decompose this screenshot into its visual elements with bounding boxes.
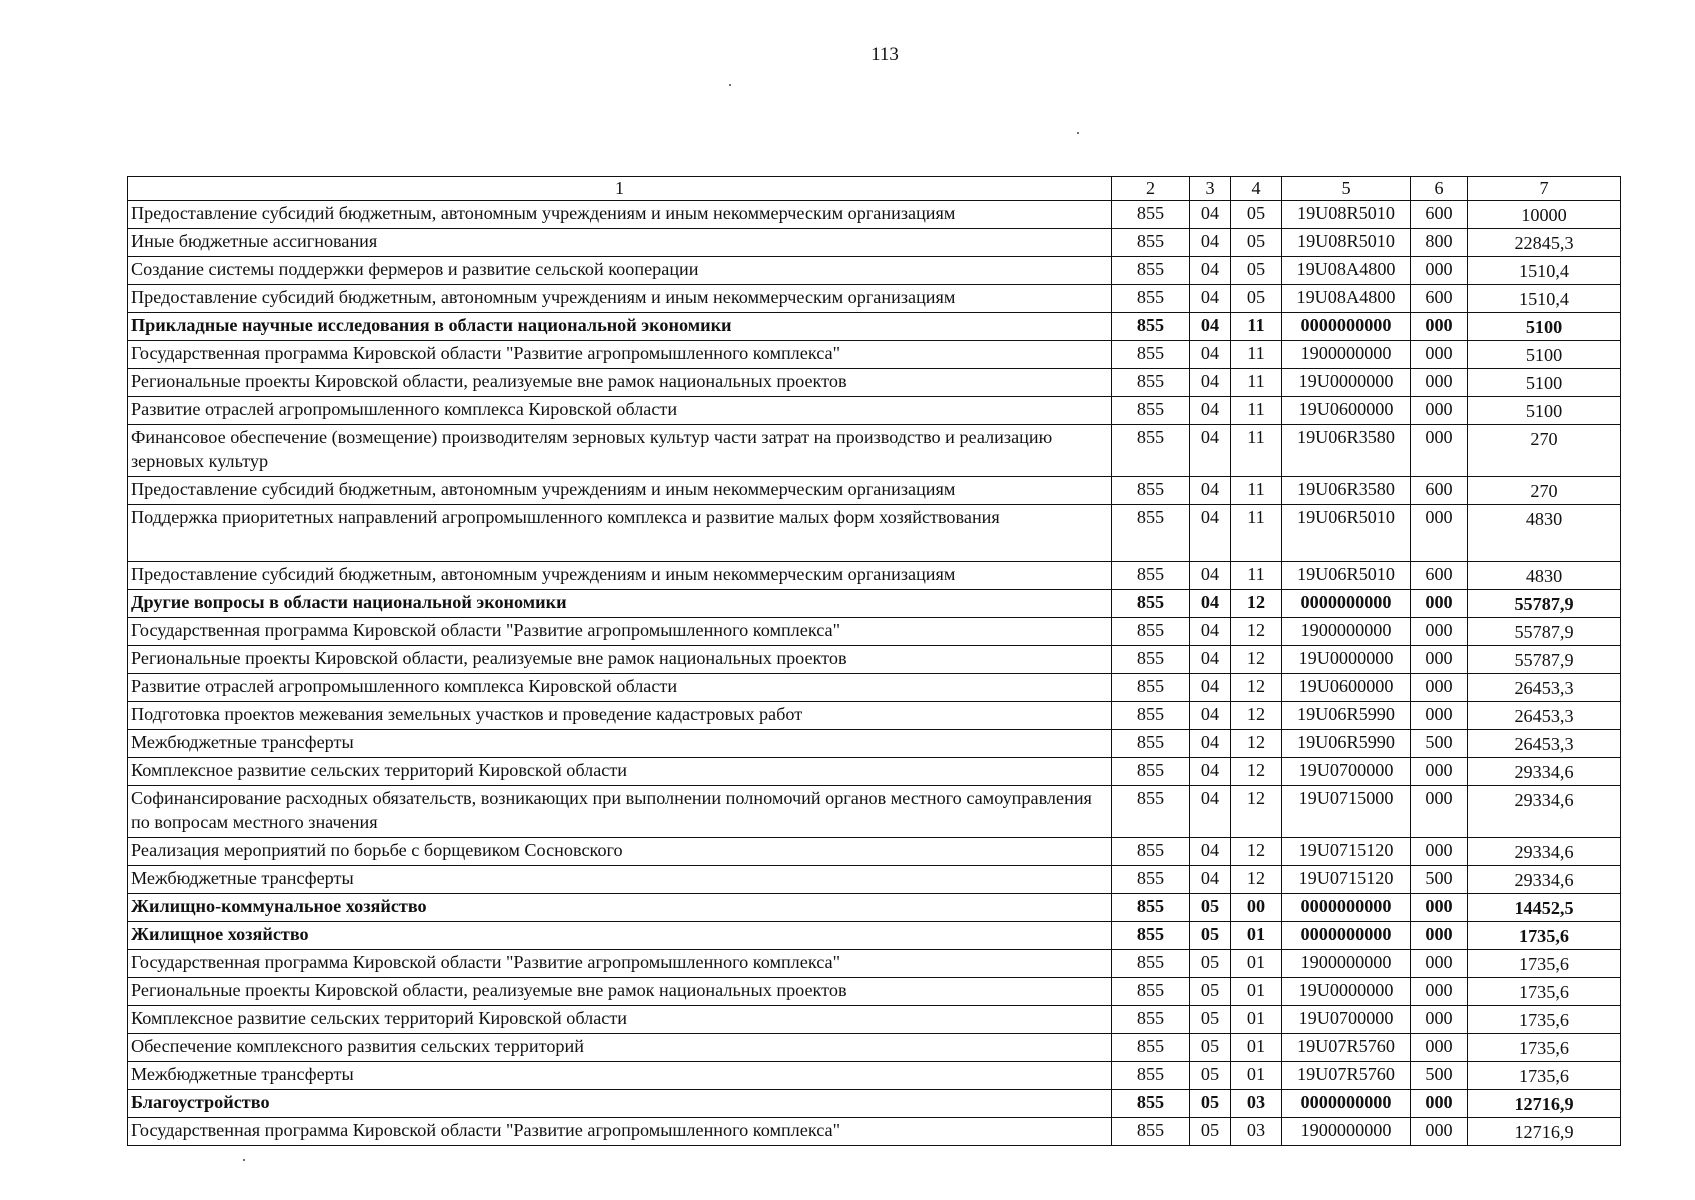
cell-ministry: 855 (1112, 1062, 1190, 1090)
table-row (128, 950, 1621, 978)
cell-article: 0000000000 (1282, 1090, 1411, 1118)
cell-type: 000 (1411, 646, 1468, 674)
table-row (128, 786, 1621, 838)
cell-type: 000 (1411, 425, 1468, 477)
cell-type: 000 (1411, 590, 1468, 618)
cell-type: 000 (1411, 950, 1468, 978)
cell-amount: 270 (1468, 425, 1621, 477)
cell-article: 19U0000000 (1282, 978, 1411, 1006)
cell-ministry: 855 (1112, 894, 1190, 922)
cell-ministry: 855 (1112, 702, 1190, 730)
table-row (128, 477, 1621, 505)
cell-name: Благоустройство (128, 1090, 1112, 1118)
cell-section: 04 (1190, 229, 1231, 257)
cell-subsection: 11 (1231, 562, 1282, 590)
cell-name: Финансовое обеспечение (возмещение) производителям зерновых культур части затрат на производство и реализацию зерновых культур (128, 425, 1112, 477)
cell-section: 05 (1190, 950, 1231, 978)
scan-speck (729, 84, 731, 86)
cell-subsection: 12 (1231, 838, 1282, 866)
cell-type: 000 (1411, 838, 1468, 866)
cell-name: Региональные проекты Кировской области, реализуемые вне рамок национальных проектов (128, 978, 1112, 1006)
cell-ministry: 855 (1112, 590, 1190, 618)
cell-name: Межбюджетные трансферты (128, 866, 1112, 894)
cell-ministry: 855 (1112, 730, 1190, 758)
cell-name: Предоставление субсидий бюджетным, автономным учреждениям и иным некоммерческим организациям (128, 285, 1112, 313)
cell-subsection: 05 (1231, 201, 1282, 229)
cell-ministry: 855 (1112, 674, 1190, 702)
cell-name: Другие вопросы в области национальной экономики (128, 590, 1112, 618)
table-row (128, 702, 1621, 730)
cell-name: Предоставление субсидий бюджетным, автономным учреждениям и иным некоммерческим организациям (128, 562, 1112, 590)
cell-article: 19U0715120 (1282, 838, 1411, 866)
table-row (128, 646, 1621, 674)
table-row (128, 1062, 1621, 1090)
cell-amount: 1510,4 (1468, 257, 1621, 285)
cell-amount: 1735,6 (1468, 978, 1621, 1006)
header-cell-1: 1 (128, 177, 1112, 201)
cell-subsection: 05 (1231, 257, 1282, 285)
cell-article: 1900000000 (1282, 950, 1411, 978)
cell-type: 000 (1411, 313, 1468, 341)
cell-ministry: 855 (1112, 201, 1190, 229)
table-row (128, 978, 1621, 1006)
cell-amount: 22845,3 (1468, 229, 1621, 257)
cell-section: 04 (1190, 786, 1231, 838)
cell-ministry: 855 (1112, 618, 1190, 646)
cell-name: Софинансирование расходных обязательств, возникающих при выполнении полномочий органов местного самоуправления по вопросам местного значения (128, 786, 1112, 838)
cell-ministry: 855 (1112, 425, 1190, 477)
cell-type: 000 (1411, 369, 1468, 397)
cell-subsection: 01 (1231, 1034, 1282, 1062)
cell-subsection: 11 (1231, 425, 1282, 477)
table-row (128, 1118, 1621, 1146)
cell-section: 04 (1190, 702, 1231, 730)
cell-section: 04 (1190, 369, 1231, 397)
cell-section: 05 (1190, 1006, 1231, 1034)
cell-name: Региональные проекты Кировской области, реализуемые вне рамок национальных проектов (128, 369, 1112, 397)
cell-subsection: 11 (1231, 397, 1282, 425)
page-number: 113 (871, 44, 899, 65)
cell-section: 05 (1190, 894, 1231, 922)
cell-article: 0000000000 (1282, 590, 1411, 618)
cell-section: 04 (1190, 425, 1231, 477)
cell-ministry: 855 (1112, 285, 1190, 313)
cell-amount: 1735,6 (1468, 1062, 1621, 1090)
table-row (128, 229, 1621, 257)
cell-name: Прикладные научные исследования в области национальной экономики (128, 313, 1112, 341)
cell-subsection: 05 (1231, 229, 1282, 257)
cell-subsection: 11 (1231, 313, 1282, 341)
cell-article: 19U06R5010 (1282, 562, 1411, 590)
cell-subsection: 12 (1231, 702, 1282, 730)
cell-article: 19U0700000 (1282, 1006, 1411, 1034)
cell-ministry: 855 (1112, 866, 1190, 894)
cell-article: 0000000000 (1282, 313, 1411, 341)
cell-amount: 29334,6 (1468, 786, 1621, 838)
cell-amount: 10000 (1468, 201, 1621, 229)
table-row (128, 674, 1621, 702)
cell-ministry: 855 (1112, 1006, 1190, 1034)
cell-subsection: 11 (1231, 369, 1282, 397)
cell-name: Государственная программа Кировской области "Развитие агропромышленного комплекса" (128, 341, 1112, 369)
cell-article: 0000000000 (1282, 922, 1411, 950)
cell-article: 1900000000 (1282, 618, 1411, 646)
cell-section: 04 (1190, 285, 1231, 313)
table-row (128, 1034, 1621, 1062)
cell-amount: 1735,6 (1468, 1006, 1621, 1034)
cell-ministry: 855 (1112, 1034, 1190, 1062)
table-row (128, 838, 1621, 866)
cell-article: 19U0715000 (1282, 786, 1411, 838)
cell-article: 19U07R5760 (1282, 1034, 1411, 1062)
cell-name: Создание системы поддержки фермеров и развитие сельской кооперации (128, 257, 1112, 285)
cell-section: 04 (1190, 201, 1231, 229)
table-header-row (128, 177, 1621, 201)
cell-amount: 12716,9 (1468, 1090, 1621, 1118)
cell-amount: 1735,6 (1468, 922, 1621, 950)
cell-amount: 12716,9 (1468, 1118, 1621, 1146)
cell-type: 000 (1411, 922, 1468, 950)
cell-type: 500 (1411, 866, 1468, 894)
cell-type: 000 (1411, 702, 1468, 730)
cell-section: 05 (1190, 978, 1231, 1006)
cell-ministry: 855 (1112, 950, 1190, 978)
cell-type: 000 (1411, 618, 1468, 646)
cell-type: 600 (1411, 477, 1468, 505)
cell-section: 04 (1190, 477, 1231, 505)
cell-article: 19U08R5010 (1282, 201, 1411, 229)
cell-name: Государственная программа Кировской области "Развитие агропромышленного комплекса" (128, 950, 1112, 978)
cell-subsection: 12 (1231, 674, 1282, 702)
cell-amount: 5100 (1468, 369, 1621, 397)
header-cell-6: 6 (1411, 177, 1468, 201)
header-cell-4: 4 (1231, 177, 1282, 201)
table-row (128, 590, 1621, 618)
cell-subsection: 12 (1231, 618, 1282, 646)
cell-name: Комплексное развитие сельских территорий Кировской области (128, 758, 1112, 786)
cell-type: 000 (1411, 894, 1468, 922)
cell-name: Обеспечение комплексного развития сельских территорий (128, 1034, 1112, 1062)
cell-subsection: 12 (1231, 730, 1282, 758)
cell-name: Реализация мероприятий по борьбе с борщевиком Сосновского (128, 838, 1112, 866)
cell-subsection: 01 (1231, 950, 1282, 978)
cell-amount: 14452,5 (1468, 894, 1621, 922)
cell-amount: 26453,3 (1468, 702, 1621, 730)
cell-section: 04 (1190, 341, 1231, 369)
cell-article: 19U06R3580 (1282, 425, 1411, 477)
cell-amount: 55787,9 (1468, 590, 1621, 618)
cell-article: 19U08A4800 (1282, 257, 1411, 285)
cell-name: Региональные проекты Кировской области, реализуемые вне рамок национальных проектов (128, 646, 1112, 674)
cell-section: 04 (1190, 257, 1231, 285)
cell-article: 19U06R5010 (1282, 505, 1411, 562)
cell-section: 05 (1190, 1062, 1231, 1090)
scan-speck (1077, 132, 1079, 134)
cell-section: 04 (1190, 562, 1231, 590)
cell-ministry: 855 (1112, 257, 1190, 285)
cell-amount: 5100 (1468, 341, 1621, 369)
cell-type: 000 (1411, 1034, 1468, 1062)
scan-speck (243, 1159, 245, 1161)
cell-article: 19U08R5010 (1282, 229, 1411, 257)
table-row (128, 505, 1621, 562)
cell-subsection: 12 (1231, 646, 1282, 674)
cell-type: 500 (1411, 730, 1468, 758)
cell-subsection: 00 (1231, 894, 1282, 922)
cell-article: 0000000000 (1282, 894, 1411, 922)
header-cell-5: 5 (1282, 177, 1411, 201)
cell-ministry: 855 (1112, 978, 1190, 1006)
header-cell-3: 3 (1190, 177, 1231, 201)
table-row (128, 257, 1621, 285)
cell-ministry: 855 (1112, 922, 1190, 950)
cell-type: 000 (1411, 505, 1468, 562)
table-row (128, 313, 1621, 341)
cell-article: 1900000000 (1282, 1118, 1411, 1146)
table-row (128, 285, 1621, 313)
cell-ministry: 855 (1112, 1090, 1190, 1118)
cell-subsection: 11 (1231, 341, 1282, 369)
cell-ministry: 855 (1112, 1118, 1190, 1146)
cell-type: 000 (1411, 758, 1468, 786)
cell-section: 04 (1190, 590, 1231, 618)
cell-name: Жилищное хозяйство (128, 922, 1112, 950)
cell-amount: 4830 (1468, 505, 1621, 562)
cell-name: Поддержка приоритетных направлений агропромышленного комплекса и развитие малых форм хозяйствования (128, 505, 1112, 562)
cell-article: 19U07R5760 (1282, 1062, 1411, 1090)
cell-ministry: 855 (1112, 505, 1190, 562)
cell-article: 1900000000 (1282, 341, 1411, 369)
cell-amount: 1735,6 (1468, 950, 1621, 978)
cell-subsection: 12 (1231, 590, 1282, 618)
cell-subsection: 03 (1231, 1118, 1282, 1146)
cell-type: 000 (1411, 1118, 1468, 1146)
cell-amount: 270 (1468, 477, 1621, 505)
cell-article: 19U0000000 (1282, 369, 1411, 397)
cell-section: 04 (1190, 866, 1231, 894)
cell-amount: 1735,6 (1468, 1034, 1621, 1062)
cell-type: 600 (1411, 201, 1468, 229)
cell-type: 000 (1411, 978, 1468, 1006)
cell-ministry: 855 (1112, 758, 1190, 786)
cell-name: Развитие отраслей агропромышленного комплекса Кировской области (128, 397, 1112, 425)
table-row (128, 369, 1621, 397)
cell-section: 04 (1190, 730, 1231, 758)
cell-ministry: 855 (1112, 477, 1190, 505)
table-row (128, 866, 1621, 894)
cell-ministry: 855 (1112, 646, 1190, 674)
budget-table (127, 176, 1621, 1146)
cell-section: 05 (1190, 1090, 1231, 1118)
cell-amount: 55787,9 (1468, 618, 1621, 646)
table-row (128, 758, 1621, 786)
cell-type: 800 (1411, 229, 1468, 257)
cell-subsection: 01 (1231, 922, 1282, 950)
table-row (128, 397, 1621, 425)
cell-name: Подготовка проектов межевания земельных участков и проведение кадастровых работ (128, 702, 1112, 730)
cell-article: 19U0600000 (1282, 397, 1411, 425)
cell-amount: 1510,4 (1468, 285, 1621, 313)
cell-ministry: 855 (1112, 341, 1190, 369)
cell-section: 04 (1190, 758, 1231, 786)
cell-amount: 29334,6 (1468, 866, 1621, 894)
cell-article: 19U06R5990 (1282, 702, 1411, 730)
table-row (128, 922, 1621, 950)
cell-type: 600 (1411, 285, 1468, 313)
cell-name: Государственная программа Кировской области "Развитие агропромышленного комплекса" (128, 1118, 1112, 1146)
cell-article: 19U06R3580 (1282, 477, 1411, 505)
cell-name: Комплексное развитие сельских территорий Кировской области (128, 1006, 1112, 1034)
cell-type: 600 (1411, 562, 1468, 590)
cell-section: 04 (1190, 838, 1231, 866)
cell-subsection: 01 (1231, 1006, 1282, 1034)
cell-type: 500 (1411, 1062, 1468, 1090)
cell-subsection: 05 (1231, 285, 1282, 313)
table-row (128, 1090, 1621, 1118)
table-row (128, 618, 1621, 646)
cell-section: 04 (1190, 618, 1231, 646)
table-row (128, 1006, 1621, 1034)
cell-ministry: 855 (1112, 397, 1190, 425)
cell-type: 000 (1411, 397, 1468, 425)
cell-article: 19U0715120 (1282, 866, 1411, 894)
cell-section: 04 (1190, 674, 1231, 702)
cell-ministry: 855 (1112, 838, 1190, 866)
cell-amount: 4830 (1468, 562, 1621, 590)
cell-subsection: 12 (1231, 758, 1282, 786)
cell-amount: 5100 (1468, 313, 1621, 341)
cell-amount: 5100 (1468, 397, 1621, 425)
cell-subsection: 12 (1231, 866, 1282, 894)
cell-ministry: 855 (1112, 562, 1190, 590)
cell-name: Предоставление субсидий бюджетным, автономным учреждениям и иным некоммерческим организациям (128, 477, 1112, 505)
cell-amount: 26453,3 (1468, 674, 1621, 702)
cell-name: Предоставление субсидий бюджетным, автономным учреждениям и иным некоммерческим организациям (128, 201, 1112, 229)
table-row (128, 894, 1621, 922)
cell-amount: 29334,6 (1468, 838, 1621, 866)
cell-name: Жилищно-коммунальное хозяйство (128, 894, 1112, 922)
cell-ministry: 855 (1112, 369, 1190, 397)
header-cell-7: 7 (1468, 177, 1621, 201)
table-row (128, 562, 1621, 590)
cell-section: 05 (1190, 1034, 1231, 1062)
cell-type: 000 (1411, 341, 1468, 369)
cell-type: 000 (1411, 674, 1468, 702)
cell-section: 04 (1190, 397, 1231, 425)
cell-subsection: 12 (1231, 786, 1282, 838)
cell-amount: 29334,6 (1468, 758, 1621, 786)
cell-type: 000 (1411, 786, 1468, 838)
cell-amount: 55787,9 (1468, 646, 1621, 674)
cell-name: Межбюджетные трансферты (128, 1062, 1112, 1090)
cell-ministry: 855 (1112, 229, 1190, 257)
cell-section: 04 (1190, 646, 1231, 674)
cell-type: 000 (1411, 1090, 1468, 1118)
cell-subsection: 11 (1231, 505, 1282, 562)
cell-subsection: 11 (1231, 477, 1282, 505)
table-row (128, 341, 1621, 369)
table-body (128, 201, 1621, 1146)
cell-section: 05 (1190, 1118, 1231, 1146)
cell-ministry: 855 (1112, 786, 1190, 838)
cell-name: Государственная программа Кировской области "Развитие агропромышленного комплекса" (128, 618, 1112, 646)
cell-subsection: 01 (1231, 1062, 1282, 1090)
cell-article: 19U06R5990 (1282, 730, 1411, 758)
table-row (128, 425, 1621, 477)
cell-name: Межбюджетные трансферты (128, 730, 1112, 758)
table-row (128, 201, 1621, 229)
cell-article: 19U08A4800 (1282, 285, 1411, 313)
cell-subsection: 03 (1231, 1090, 1282, 1118)
cell-section: 04 (1190, 505, 1231, 562)
table-row (128, 730, 1621, 758)
cell-section: 04 (1190, 313, 1231, 341)
cell-type: 000 (1411, 257, 1468, 285)
cell-name: Иные бюджетные ассигнования (128, 229, 1112, 257)
cell-article: 19U0000000 (1282, 646, 1411, 674)
cell-article: 19U0600000 (1282, 674, 1411, 702)
cell-amount: 26453,3 (1468, 730, 1621, 758)
cell-name: Развитие отраслей агропромышленного комплекса Кировской области (128, 674, 1112, 702)
cell-ministry: 855 (1112, 313, 1190, 341)
header-cell-2: 2 (1112, 177, 1190, 201)
cell-type: 000 (1411, 1006, 1468, 1034)
cell-section: 05 (1190, 922, 1231, 950)
cell-subsection: 01 (1231, 978, 1282, 1006)
cell-article: 19U0700000 (1282, 758, 1411, 786)
